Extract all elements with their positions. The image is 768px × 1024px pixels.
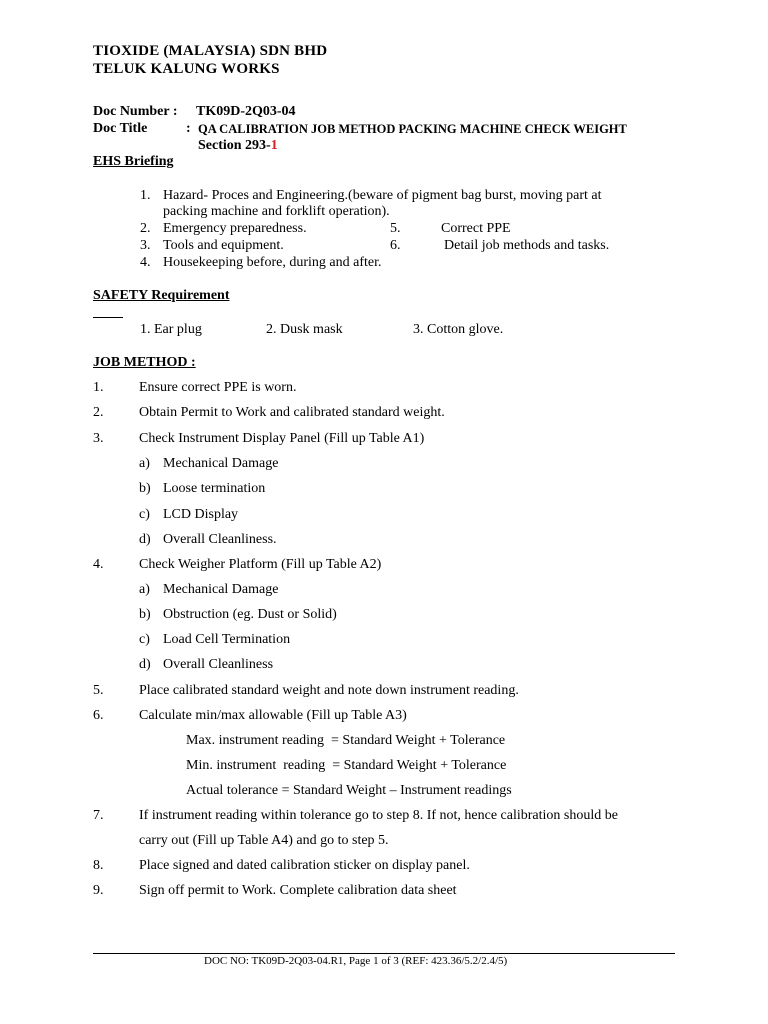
substep-text: LCD Display: [163, 507, 239, 522]
doc-title-value: QA CALIBRATION JOB METHOD PACKING MACHINE CHECK WEIGHT: [198, 122, 627, 136]
section-number: [198, 138, 278, 154]
ehs-item-text: Detail job methods and tasks.: [444, 238, 610, 253]
substep-text: Overall Cleanliness.: [163, 532, 277, 547]
doc-title-colon: :: [186, 121, 191, 136]
substep-letter: c): [139, 632, 150, 647]
step-text: Sign off permit to Work. Complete calibration data sheet: [139, 883, 457, 898]
works-name: TELUK KALUNG WORKS: [93, 61, 280, 77]
ehs-item-text: Correct PPE: [441, 221, 511, 236]
doc-number-value: TK09D-2Q03-04: [196, 104, 296, 119]
ehs-item-text: Tools and equipment.: [163, 238, 284, 253]
step-text-cont: carry out (Fill up Table A4) and go to step 5.: [139, 833, 389, 848]
substep-letter: b): [139, 607, 151, 622]
step-text: Obtain Permit to Work and calibrated standard weight.: [139, 405, 445, 420]
footer-doc-ref: DOC NO: TK09D-2Q03-04.R1, Page 1 of 3 (REF: 423.36/5.2/2.4/5): [204, 955, 508, 967]
company-name: TIOXIDE (MALAYSIA) SDN BHD: [93, 43, 328, 59]
ehs-item-text: Emergency preparedness.: [163, 221, 307, 236]
substep-letter: a): [139, 582, 150, 597]
formula-min: Min. instrument reading = Standard Weight + Tolerance: [186, 758, 507, 773]
substep-letter: d): [139, 532, 151, 547]
substep-letter: b): [139, 481, 151, 496]
step-text: Check Weigher Platform (Fill up Table A2): [139, 557, 382, 572]
substep-text: Mechanical Damage: [163, 456, 279, 471]
step-number: 7.: [93, 808, 104, 823]
safety-short-rule: [93, 317, 123, 318]
safety-item: 2. Dusk mask: [266, 322, 343, 337]
step-number: 9.: [93, 883, 104, 898]
footer-rule: [93, 953, 675, 954]
step-number: 2.: [93, 405, 104, 420]
ehs-item-num: 6.: [390, 238, 401, 253]
ehs-item-num: 3.: [140, 238, 151, 253]
substep-letter: a): [139, 456, 150, 471]
step-number: 8.: [93, 858, 104, 873]
ehs-item-num: 1.: [140, 188, 151, 203]
step-number: 3.: [93, 431, 104, 446]
substep-text: Loose termination: [163, 481, 266, 496]
substep-text: Overall Cleanliness: [163, 657, 274, 672]
safety-heading: SAFETY Requirement: [93, 288, 230, 303]
step-number: 5.: [93, 683, 104, 698]
section-prefix: Section 293-: [198, 138, 271, 153]
ehs-heading: EHS Briefing: [93, 154, 174, 169]
step-text: Check Instrument Display Panel (Fill up Table A1): [139, 431, 425, 446]
substep-text: Load Cell Termination: [163, 632, 291, 647]
doc-title-label: Doc Title: [93, 121, 148, 136]
step-text: If instrument reading within tolerance go to step 8. If not, hence calibration should be: [139, 808, 618, 823]
section-suffix: 1: [270, 138, 278, 153]
step-text: Place calibrated standard weight and note down instrument reading.: [139, 683, 519, 698]
ehs-item-num: 4.: [140, 255, 151, 270]
substep-letter: d): [139, 657, 151, 672]
formula-max: Max. instrument reading = Standard Weight + Tolerance: [186, 733, 506, 748]
safety-item: 3. Cotton glove.: [413, 322, 504, 337]
step-text: Calculate min/max allowable (Fill up Table A3): [139, 708, 407, 723]
step-number: 4.: [93, 557, 104, 572]
formula-actual: Actual tolerance = Standard Weight – Instrument readings: [186, 783, 512, 798]
substep-letter: c): [139, 507, 150, 522]
step-number: 1.: [93, 380, 104, 395]
step-text: Ensure correct PPE is worn.: [139, 380, 297, 395]
step-number: 6.: [93, 708, 104, 723]
doc-number-label: Doc Number :: [93, 104, 178, 119]
step-text: Place signed and dated calibration sticker on display panel.: [139, 858, 470, 873]
ehs-item-text-cont: packing machine and forklift operation).: [163, 204, 390, 219]
ehs-item-num: 5.: [390, 221, 401, 236]
safety-item: 1. Ear plug: [140, 322, 202, 337]
substep-text: Mechanical Damage: [163, 582, 279, 597]
substep-text: Obstruction (eg. Dust or Solid): [163, 607, 337, 622]
ehs-item-text: Housekeeping before, during and after.: [163, 255, 382, 270]
job-method-heading: JOB METHOD :: [93, 355, 196, 370]
ehs-item-num: 2.: [140, 221, 151, 236]
ehs-item-text: Hazard- Proces and Engineering.(beware of pigment bag burst, moving part at: [163, 188, 602, 203]
